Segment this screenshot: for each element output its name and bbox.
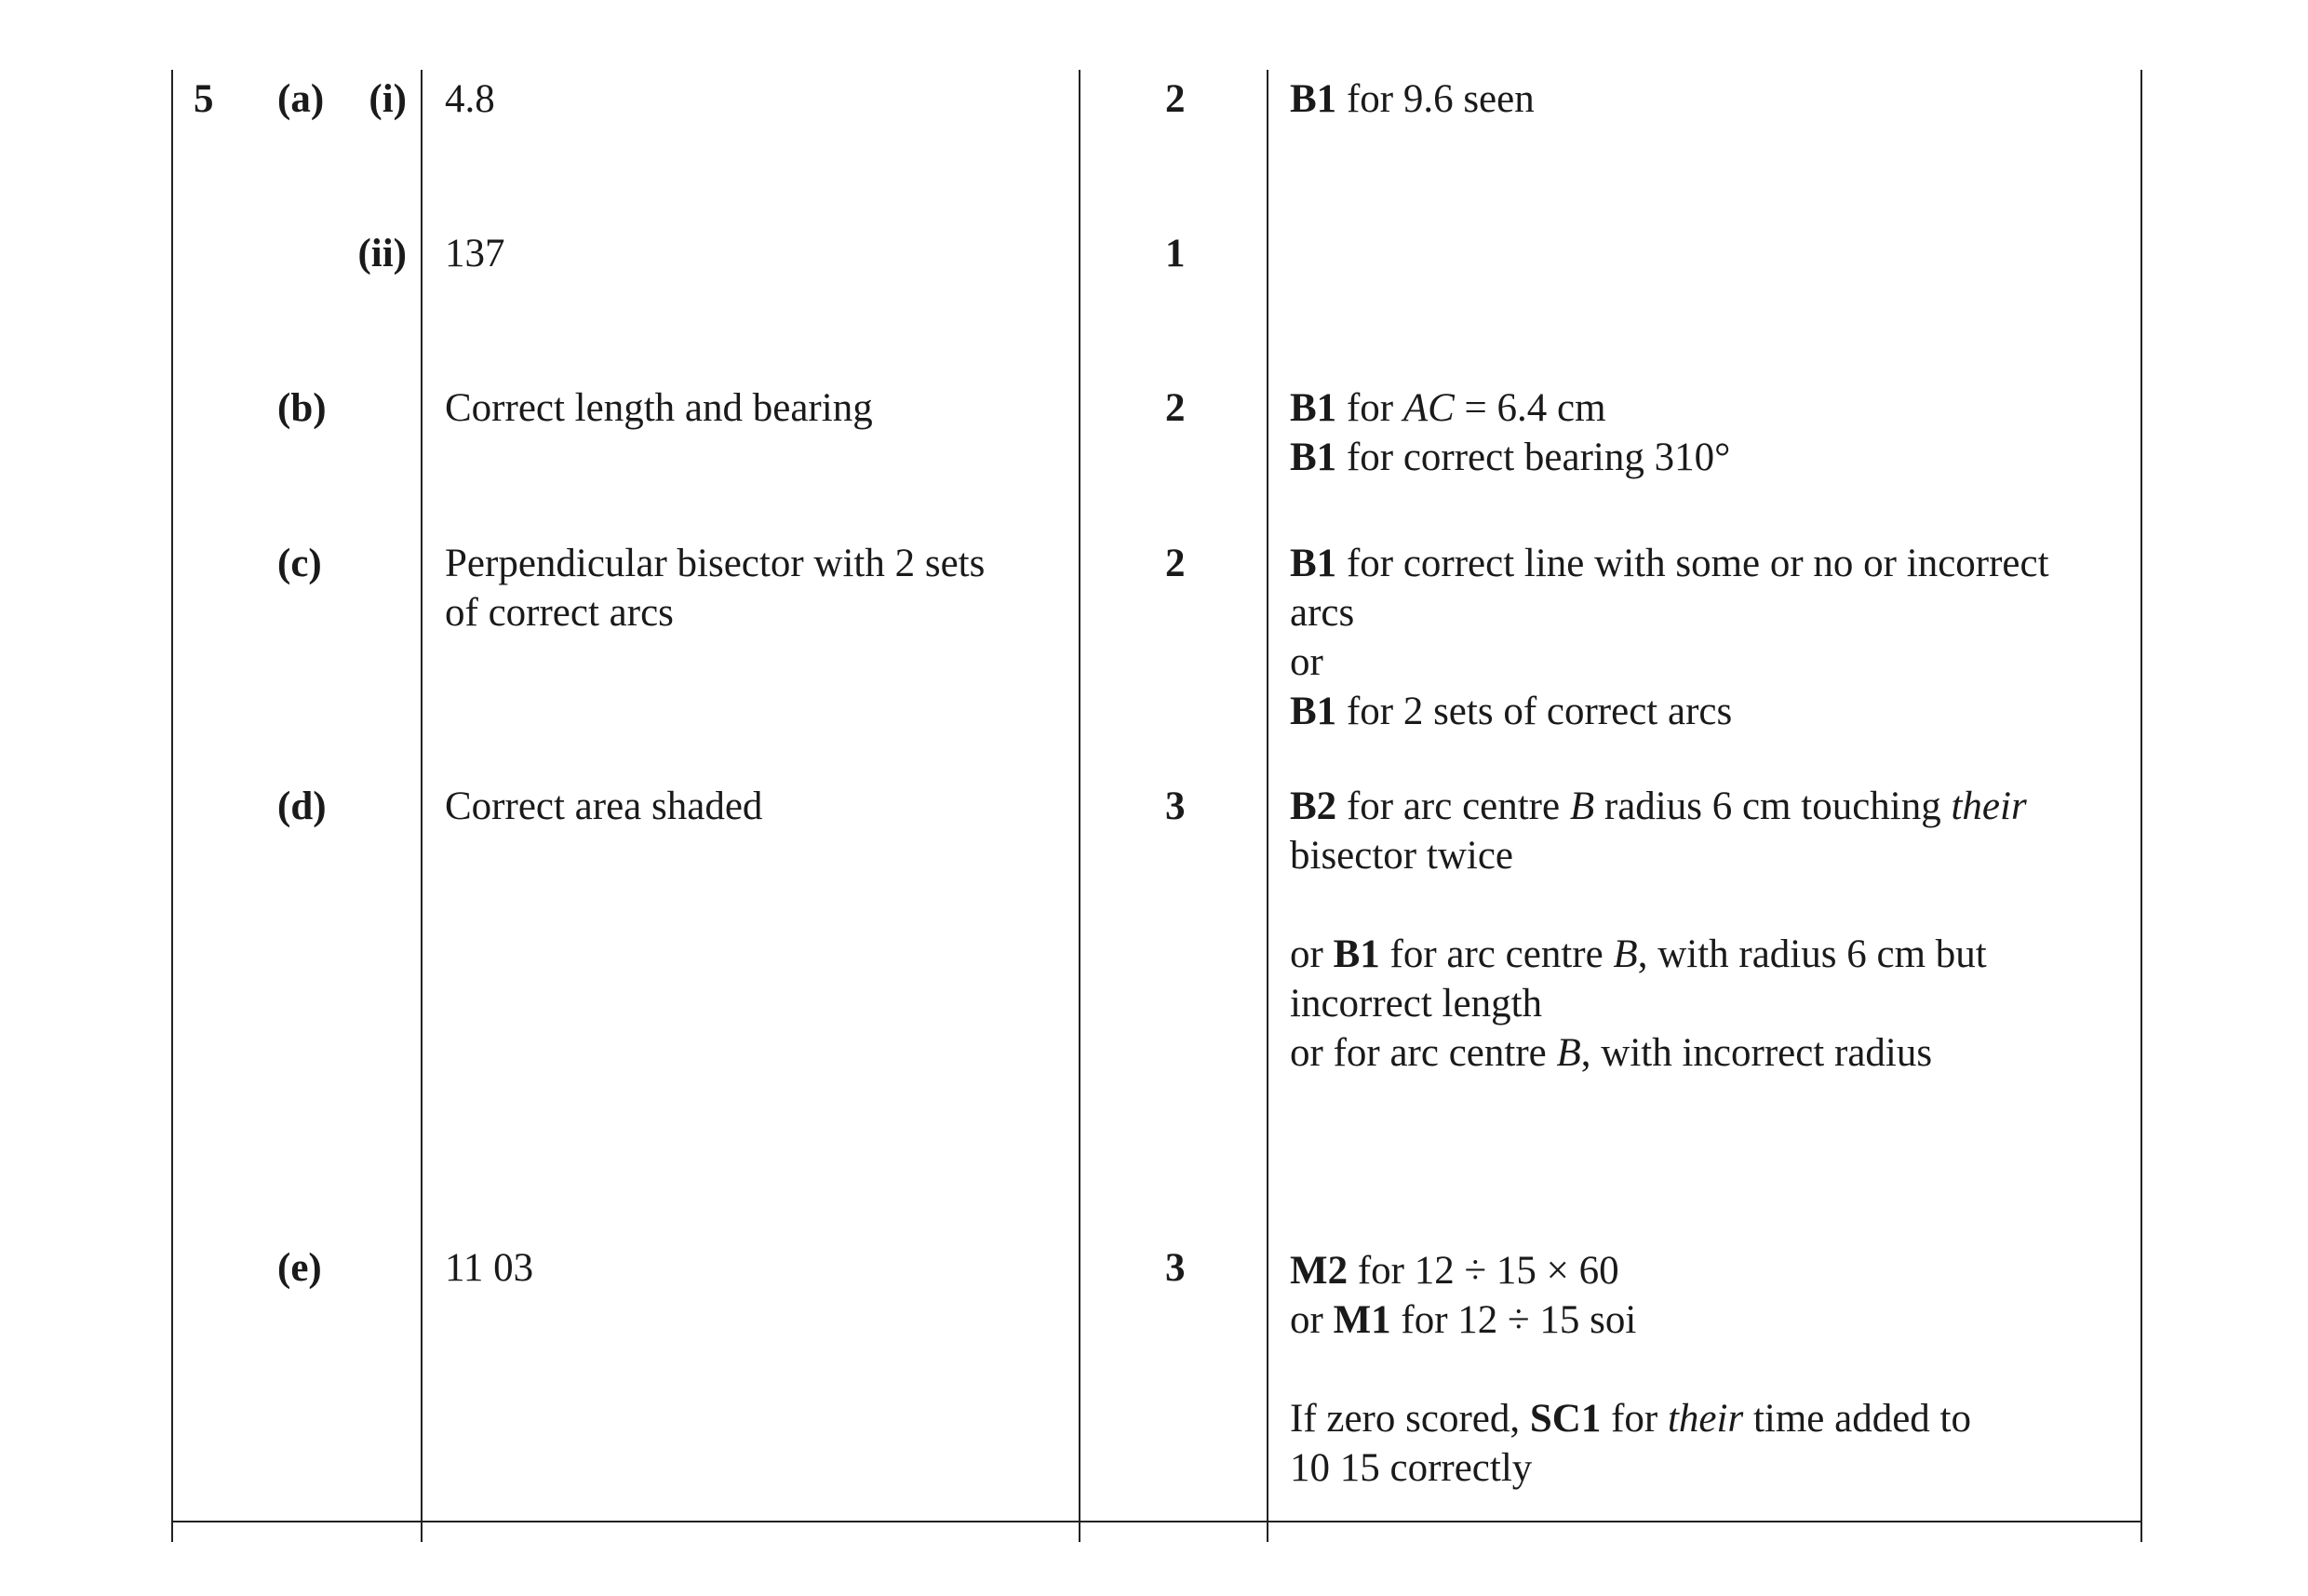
subpart-label: (ii) — [357, 232, 407, 275]
part-label: (b) — [277, 386, 327, 430]
table-border-right — [2140, 70, 2142, 1542]
guidance-line — [1290, 74, 1535, 124]
mark-code: M1 — [1333, 1298, 1391, 1342]
guidance-line — [1290, 1295, 1636, 1345]
guidance-line — [1290, 1246, 1619, 1295]
question-number: 5 — [194, 77, 214, 121]
mark-code: B1 — [1290, 436, 1337, 479]
mark-code: B1 — [1290, 386, 1337, 430]
marks-value: 3 — [1165, 785, 1186, 828]
guidance-text: for correct bearing 310° — [1336, 436, 1731, 479]
answer-text: of correct arcs — [445, 591, 674, 635]
part-label: (d) — [277, 785, 327, 828]
guidance-text: for arc centre — [1336, 785, 1570, 828]
guidance-text: B — [1569, 785, 1595, 828]
part-label: (c) — [277, 542, 322, 585]
guidance-line — [1290, 1394, 1971, 1443]
marks-value: 2 — [1165, 386, 1186, 430]
guidance-text: AC — [1402, 386, 1455, 430]
column-divider-marks — [1079, 70, 1080, 1542]
marks-value: 1 — [1165, 232, 1186, 275]
guidance-text: for correct line with some or no or incorrect — [1336, 542, 2049, 585]
guidance-text: , with incorrect radius — [1580, 1031, 1933, 1075]
guidance-text: for 2 sets of correct arcs — [1336, 690, 1733, 733]
guidance-line — [1290, 1443, 1532, 1493]
guidance-line — [1290, 539, 2049, 588]
guidance-text: their — [1667, 1397, 1744, 1441]
guidance-text: for 12 ÷ 15 soi — [1390, 1298, 1637, 1342]
guidance-line — [1290, 433, 1730, 482]
guidance-text: for arc centre — [1379, 932, 1614, 976]
guidance-line — [1290, 1028, 1932, 1078]
guidance-line — [1290, 687, 1732, 736]
guidance-text: for — [1336, 386, 1403, 430]
mark-code: B1 — [1290, 77, 1337, 121]
guidance-line — [1290, 979, 1542, 1028]
answer-text: Perpendicular bisector with 2 sets — [445, 542, 986, 585]
part-label: (e) — [277, 1246, 322, 1290]
guidance-text: = 6.4 cm — [1454, 386, 1606, 430]
guidance-text: for 9.6 seen — [1336, 77, 1535, 121]
answer-text: Correct length and bearing — [445, 386, 873, 430]
table-border-left — [171, 70, 173, 1542]
guidance-text: or — [1290, 640, 1323, 684]
mark-code: B1 — [1290, 542, 1337, 585]
part-label: (a) — [277, 77, 325, 121]
guidance-text: for 12 ÷ 15 × 60 — [1348, 1249, 1619, 1293]
mark-code: B1 — [1290, 690, 1337, 733]
guidance-line — [1290, 637, 1323, 687]
guidance-line — [1290, 782, 2027, 831]
guidance-text: their — [1951, 785, 2027, 828]
answer-text: 137 — [445, 232, 505, 275]
mark-code: B1 — [1333, 932, 1380, 976]
guidance-line — [1290, 588, 1354, 637]
answer-text: Correct area shaded — [445, 785, 763, 828]
guidance-text: bisector twice — [1290, 834, 1513, 878]
guidance-text: B — [1613, 932, 1638, 976]
guidance-text: If zero scored, — [1290, 1397, 1530, 1441]
guidance-text: time added to — [1743, 1397, 1971, 1441]
guidance-line — [1290, 930, 1987, 979]
answer-text: 4.8 — [445, 77, 495, 121]
guidance-text: arcs — [1290, 591, 1355, 635]
guidance-line — [1290, 831, 1513, 880]
guidance-text: 10 15 correctly — [1290, 1446, 1533, 1490]
column-divider-guidance — [1267, 70, 1268, 1542]
mark-code: SC1 — [1529, 1397, 1602, 1441]
table-bottom-border — [171, 1521, 2142, 1522]
guidance-text: incorrect length — [1290, 982, 1543, 1026]
guidance-text: for — [1601, 1397, 1668, 1441]
marks-value: 3 — [1165, 1246, 1186, 1290]
mark-code: B2 — [1290, 785, 1337, 828]
guidance-text: or — [1290, 1298, 1334, 1342]
guidance-text: or for arc centre — [1290, 1031, 1557, 1075]
guidance-text: B — [1556, 1031, 1581, 1075]
mark-code: M2 — [1290, 1249, 1349, 1293]
guidance-line — [1290, 383, 1606, 433]
subpart-label: (i) — [369, 77, 407, 121]
guidance-text: radius 6 cm touching — [1594, 785, 1952, 828]
marks-value: 2 — [1165, 77, 1186, 121]
guidance-text: or — [1290, 932, 1334, 976]
column-divider-answer — [421, 70, 423, 1542]
marks-value: 2 — [1165, 542, 1186, 585]
guidance-text: , with radius 6 cm but — [1637, 932, 1987, 976]
answer-text: 11 03 — [445, 1246, 534, 1290]
